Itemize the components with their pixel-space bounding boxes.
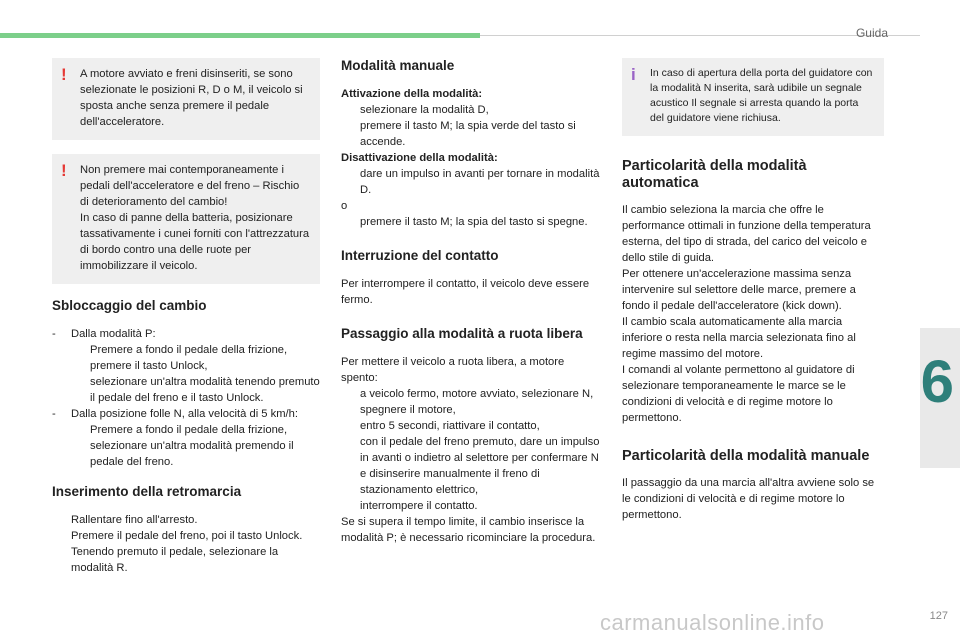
list-item-text: Tenendo premuto il pedale, selezionare la modalità R. [71, 546, 279, 574]
section-heading: Sbloccaggio del cambio [52, 298, 207, 313]
warning-icon: ! [61, 65, 67, 84]
list-item [71, 422, 320, 438]
or-text: o [341, 200, 348, 212]
list-item [52, 544, 320, 576]
section-heading: Interruzione del contatto [341, 248, 499, 263]
list-item [341, 118, 603, 150]
paragraph: Per mettere il veicolo a ruota libera, a motore spento: [341, 356, 565, 384]
list-item-text: Rallentare fino all'arresto. [71, 514, 198, 526]
list-item [71, 342, 320, 358]
list-item [341, 386, 603, 402]
header-rule [480, 35, 920, 36]
warning-box [52, 58, 320, 140]
list-item-text: entro 5 secondi, riattivare il contatto, [360, 420, 540, 432]
chapter-number: 6 [920, 348, 954, 415]
paragraph: Per interrompere il contatto, il veicolo deve essere fermo. [341, 278, 590, 306]
list-item [341, 214, 603, 230]
warning-text: In caso di panne della batteria, posizionare tassativamente i cunei forniti con l'attrezzatura di bordo contro una delle ruote per immobilizzare il veicolo. [80, 212, 310, 272]
list-item-text: Premere il pedale del freno, poi il tasto Unlock. [71, 530, 303, 542]
header-accent-bar [0, 33, 480, 38]
section-heading: Particolarità della modalità manuale [622, 448, 870, 464]
sub-list [52, 342, 320, 406]
list-item [341, 166, 603, 198]
dash-item-text: Dalla modalità P: [71, 328, 156, 340]
list-item [341, 418, 603, 434]
paragraph: Se si supera il tempo limite, il cambio inserisce la modalità P; è necessario ricominciare la procedura. [341, 516, 596, 544]
watermark: carmanualsonline.info [600, 610, 825, 635]
list-item [71, 374, 320, 406]
column-left [52, 58, 320, 576]
dash-glyph: - [52, 328, 56, 340]
subheading: Disattivazione della modalità: [341, 152, 498, 164]
list-item-text: con il pedale del freno premuto, dare un impulso in avanti o indietro al selettore per confermare N e disinserire manualmente il freno di stazionamento elettrico, [360, 436, 600, 496]
warning-icon: ! [61, 161, 67, 180]
column-right [622, 58, 884, 523]
list-item [341, 402, 603, 418]
warning-text: A motore avviato e freni disinseriti, se sono selezionate le posizioni R, D o M, il veicolo si sposta anche senza premere il pedale dell'acceleratore. [80, 68, 303, 128]
list-item-text: interrompere il contatto. [360, 500, 478, 512]
list-item [341, 434, 603, 498]
list-item-text: spegnere il motore, [360, 404, 456, 416]
list-item-text: premere il tasto M; la spia verde del tasto si accende. [360, 120, 576, 148]
list-item-text: premere il tasto Unlock, [90, 360, 208, 372]
list-item [71, 358, 320, 374]
info-icon: i [631, 65, 636, 84]
paragraph: Il cambio seleziona la marcia che offre le performance ottimali in funzione della temperatura esterna, del tipo di strada, del carico del veicolo e dello stile di guida. [622, 204, 871, 264]
list-item-text: dare un impulso in avanti per tornare in modalità D. [360, 168, 600, 196]
section-heading: Particolarità della modalità automatica [622, 158, 807, 191]
list-item-text: a veicolo fermo, motore avviato, selezionare N, [360, 388, 594, 400]
list-item [52, 512, 320, 528]
list-item-text: selezionare un'altra modalità premendo il pedale del freno. [90, 440, 294, 468]
page-number: 127 [929, 610, 948, 622]
paragraph: Il cambio scala automaticamente alla marcia inferiore o resta nella marcia selezionata fino al regime massimo del motore. [622, 316, 856, 360]
list-item [341, 498, 603, 514]
list-item [341, 102, 603, 118]
section-heading: Passaggio alla modalità a ruota libera [341, 326, 583, 341]
dash-glyph: - [52, 408, 56, 420]
paragraph: Il passaggio da una marcia all'altra avviene solo se le condizioni di velocità e di regime motore lo permettono. [622, 477, 875, 521]
list-item-text: selezionare un'altra modalità tenendo premuto il pedale del freno e il tasto Unlock. [90, 376, 320, 404]
section-heading: Modalità manuale [341, 58, 455, 73]
list-item-text: premere il tasto M; la spia del tasto si spegne. [360, 216, 588, 228]
list-item [52, 528, 320, 544]
paragraph: I comandi al volante permettono al guidatore di selezionare temporaneamente le marce se le condizioni di velocità e di regime motore lo permettono. [622, 364, 855, 424]
dash-item [52, 326, 320, 342]
dash-item-text: Dalla posizione folle N, alla velocità di 5 km/h: [71, 408, 298, 420]
warning-box [52, 154, 320, 284]
section-heading: Inserimento della retromarcia [52, 484, 242, 499]
subheading: Attivazione della modalità: [341, 88, 483, 100]
column-middle [341, 58, 603, 546]
info-box [622, 58, 884, 136]
paragraph: Per ottenere un'accelerazione massima senza intervenire sul selettore delle marce, premere a fondo il pedale dell'acceleratore (kick down). [622, 268, 856, 312]
warning-text: Non premere mai contemporaneamente i pedali dell'acceleratore e del freno – Rischio di deterioramento del cambio! [80, 164, 300, 208]
sub-list [52, 422, 320, 470]
section-label: Guida [855, 26, 888, 40]
info-text: In caso di apertura della porta del guidatore con la modalità N inserita, sarà udibile un segnale acustico Il segnale si arresta quando la porta del guidatore viene richiusa. [650, 67, 873, 124]
list-item-text: Premere a fondo il pedale della frizione, [90, 424, 288, 436]
list-item-text: selezionare la modalità D, [360, 104, 489, 116]
dash-item [52, 406, 320, 422]
list-item-text: Premere a fondo il pedale della frizione, [90, 344, 288, 356]
list-item [71, 438, 320, 470]
